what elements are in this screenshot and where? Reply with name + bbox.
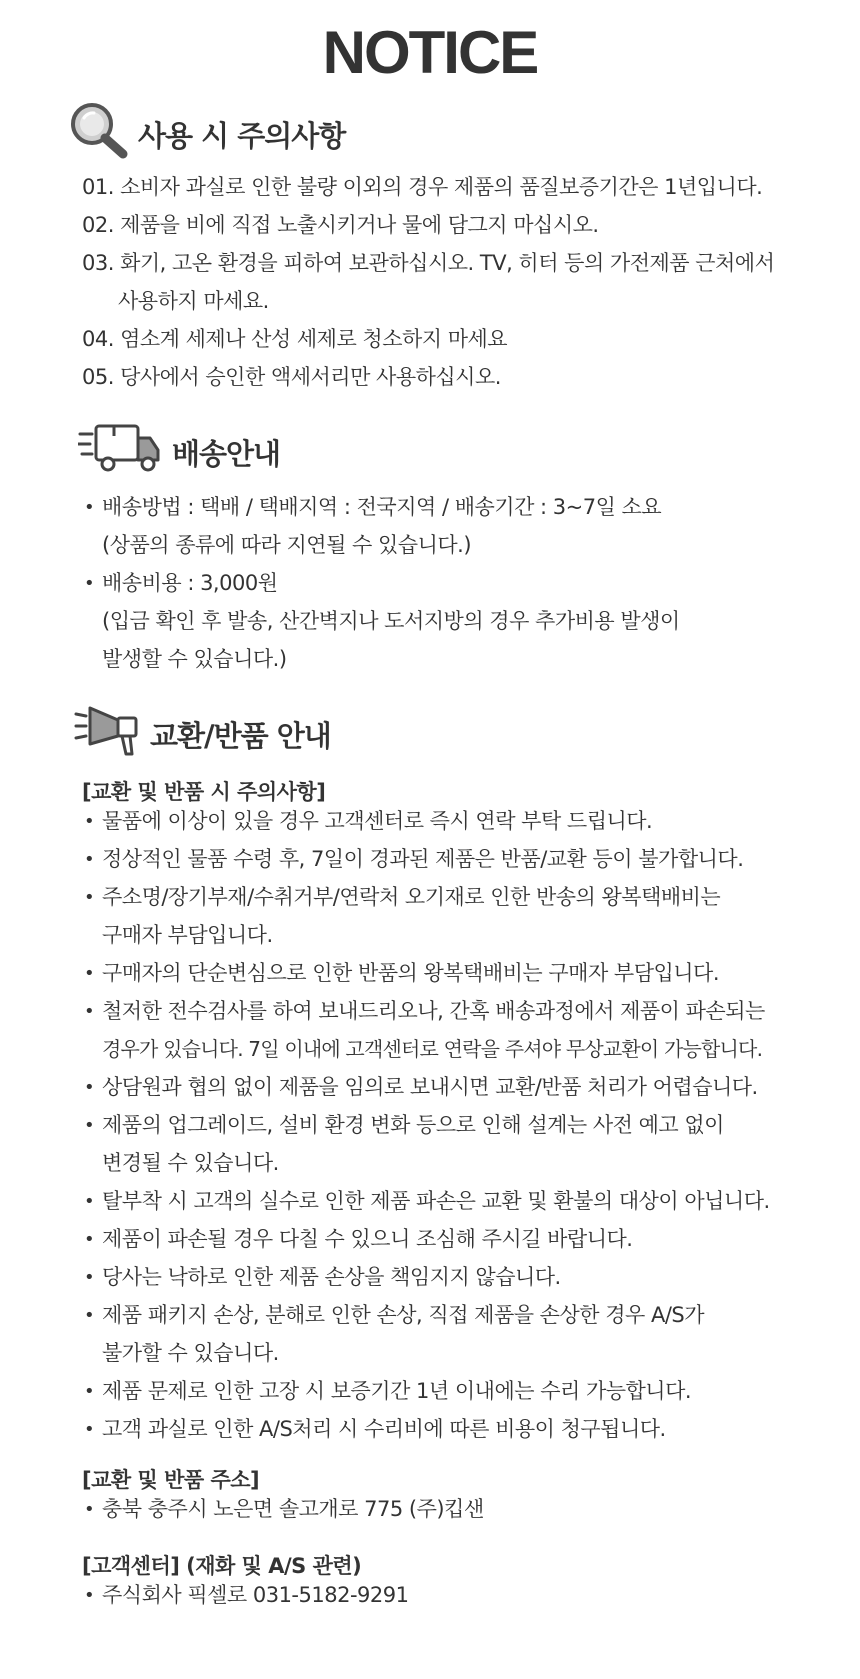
caution-line: 불가할 수 있습니다. xyxy=(102,1341,279,1365)
usage-title: 사용 시 주의사항 xyxy=(138,119,346,153)
caution-line: 변경될 수 있습니다. xyxy=(102,1151,279,1175)
page-title: NOTICE xyxy=(322,19,538,86)
usage-item: 05. 당사에서 승인한 액세서리만 사용하십시오. xyxy=(82,365,501,389)
usage-item: 02. 제품을 비에 직접 노출시키거나 물에 담그지 마십시오. xyxy=(82,213,599,237)
megaphone-icon xyxy=(74,700,144,764)
caution-line: • 주소명/장기부재/수취거부/연락처 오기재로 인한 반송의 왕복택배비는 xyxy=(102,882,720,912)
usage-section xyxy=(0,100,860,389)
caution-line: • 당사는 낙하로 인한 제품 손상을 책임지지 않습니다. xyxy=(102,1262,561,1292)
shipping-line: (상품의 종류에 따라 지연될 수 있습니다.) xyxy=(102,533,472,557)
caution-line: • 제품 패키지 손상, 분해로 인한 손상, 직접 제품을 손상한 경우 A/S가 xyxy=(102,1300,704,1330)
shipping-section xyxy=(0,418,860,671)
cs-line: • 주식회사 픽셀로 031-5182-9291 xyxy=(102,1580,408,1610)
caution-line: • 제품이 파손될 경우 다칠 수 있으니 조심해 주시길 바랍니다. xyxy=(102,1224,632,1254)
caution-title: [교환 및 반품 시 주의사항] xyxy=(82,780,326,804)
magnifier-icon xyxy=(66,100,130,164)
shipping-heading xyxy=(0,418,860,480)
caution-line: 경우가 있습니다. 7일 이내에 고객센터로 연락을 주셔야 무상교환이 가능합니다. xyxy=(102,1037,763,1061)
address-title: [교환 및 반품 주소] xyxy=(82,1468,260,1492)
caution-line: • 철저한 전수검사를 하여 보내드리오나, 간혹 배송과정에서 제품이 파손되는 xyxy=(102,996,765,1026)
caution-line: • 제품의 업그레이드, 설비 환경 변화 등으로 인해 설계는 사전 예고 없이 xyxy=(102,1110,724,1140)
caution-line: • 물품에 이상이 있을 경우 고객센터로 즉시 연락 부탁 드립니다. xyxy=(102,806,652,836)
caution-line: • 제품 문제로 인한 고장 시 보증기간 1년 이내에는 수리 가능합니다. xyxy=(102,1376,691,1406)
address-line: • 충북 충주시 노은면 솔고개로 775 (주)킵샌 xyxy=(102,1494,484,1524)
caution-line: 구매자 부담입니다. xyxy=(102,923,273,947)
shipping-line: • 배송방법 : 택배 / 택배지역 : 전국지역 / 배송기간 : 3~7일 소요 xyxy=(102,492,661,522)
delivery-truck-icon xyxy=(78,422,162,478)
exchange-heading xyxy=(0,700,860,762)
caution-line: • 고객 과실로 인한 A/S처리 시 수리비에 따른 비용이 청구됩니다. xyxy=(102,1414,666,1444)
usage-item: 03. 화기, 고온 환경을 피하여 보관하십시오. TV, 히터 등의 가전제품 근처에서 xyxy=(82,251,775,275)
shipping-line: 발생할 수 있습니다.) xyxy=(102,647,287,671)
caution-line: • 정상적인 물품 수령 후, 7일이 경과된 제품은 반품/교환 등이 불가합니다. xyxy=(102,844,743,874)
shipping-line: • 배송비용 : 3,000원 xyxy=(102,568,277,598)
cs-title: [고객센터] (재화 및 A/S 관련) xyxy=(82,1554,362,1578)
caution-line: • 구매자의 단순변심으로 인한 반품의 왕복택배비는 구매자 부담입니다. xyxy=(102,958,719,988)
usage-item: 01. 소비자 과실로 인한 불량 이외의 경우 제품의 품질보증기간은 1년입니다. xyxy=(82,175,763,199)
shipping-line: (입금 확인 후 발송, 산간벽지나 도서지방의 경우 추가비용 발생이 xyxy=(102,609,680,633)
shipping-title: 배송안내 xyxy=(172,437,281,471)
exchange-title: 교환/반품 안내 xyxy=(150,719,331,753)
usage-item: 사용하지 마세요. xyxy=(118,289,269,313)
usage-item: 04. 염소계 세제나 산성 세제로 청소하지 마세요 xyxy=(82,327,508,351)
caution-line: • 상담원과 협의 없이 제품을 임의로 보내시면 교환/반품 처리가 어렵습니다. xyxy=(102,1072,758,1102)
exchange-section xyxy=(0,700,860,1607)
caution-line: • 탈부착 시 고객의 실수로 인한 제품 파손은 교환 및 환불의 대상이 아닙니다. xyxy=(102,1186,770,1216)
usage-heading xyxy=(0,100,860,162)
